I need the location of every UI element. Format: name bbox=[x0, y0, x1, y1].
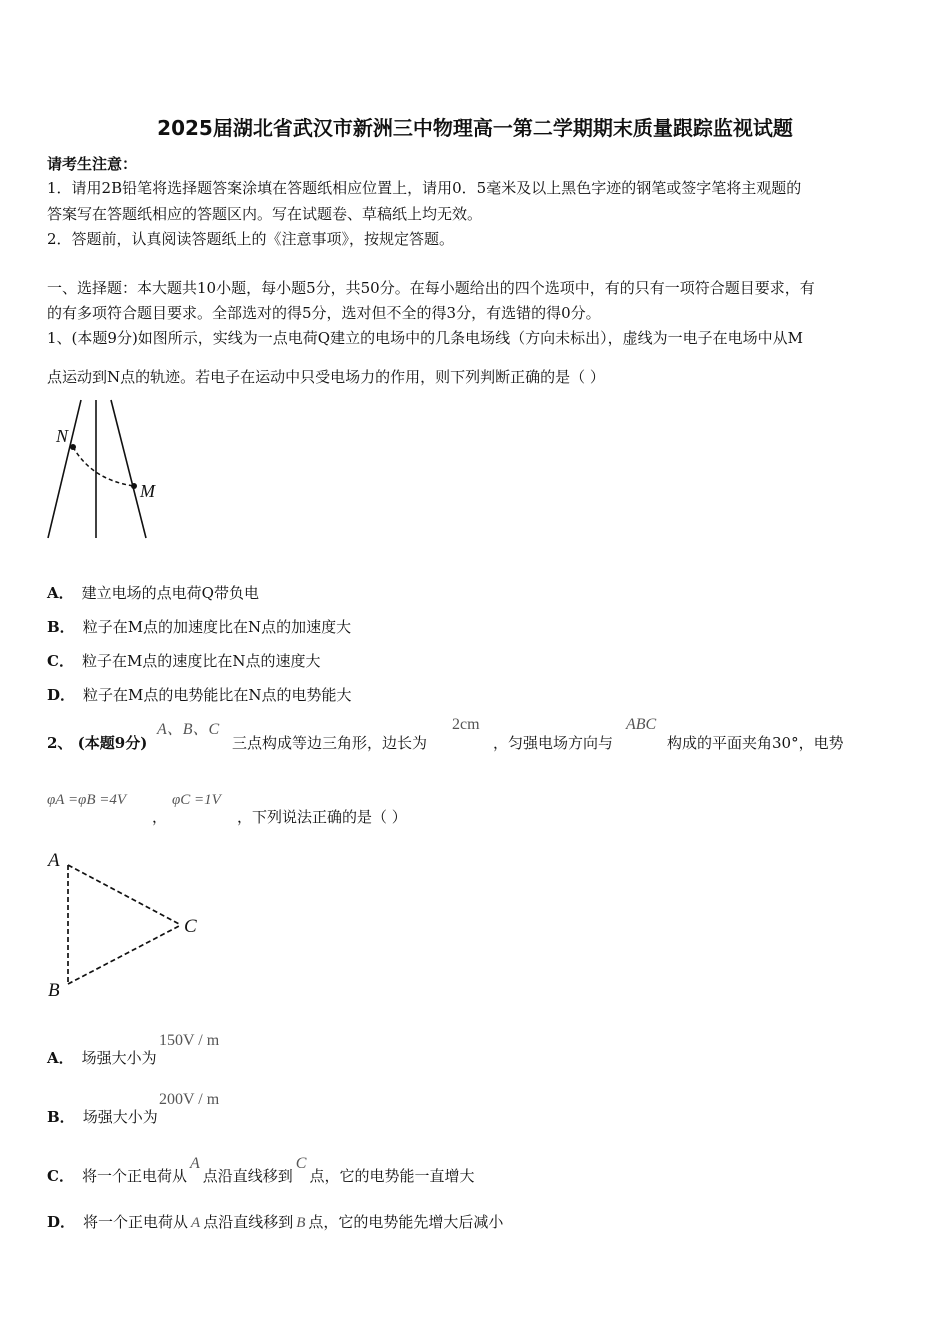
triangle-side-bc bbox=[68, 925, 181, 984]
vertex-a-label: A bbox=[48, 850, 60, 871]
question-1-stem-line-1: 1、(本题9分)如图所示，实线为一点电荷Q建立的电场中的几条电场线（方向未标出），虚线为一电子在电场中从M bbox=[47, 329, 803, 347]
vertex-c-label: C bbox=[184, 916, 197, 937]
question-1-stem-line-2: 点运动到N点的轨迹。若电子在运动中只受电场力的作用，则下列判断正确的是（ ） bbox=[47, 368, 605, 386]
question-2-potential-ab: φA =φB =4V bbox=[47, 792, 127, 808]
question-1-figure bbox=[40, 395, 180, 545]
question-2-text-4: ，下列说法正确的是（ ） bbox=[237, 808, 407, 826]
question-2-option-c[interactable]: C． 将一个正电荷从A点沿直线移到C点，它的电势能一直增大 bbox=[47, 1155, 475, 1185]
question-2-option-a[interactable]: A． 场强大小为 bbox=[47, 1049, 157, 1067]
question-2-points-abc: A、B、C bbox=[157, 721, 220, 738]
question-2-comma: ， bbox=[152, 808, 168, 826]
question-1-option-b[interactable]: B． 粒子在M点的加速度比在N点的加速度大 bbox=[47, 618, 352, 636]
vertex-b-label: B bbox=[48, 980, 60, 1001]
field-line-left bbox=[48, 400, 81, 538]
notice-heading: 请考生注意： bbox=[47, 155, 138, 173]
point-m-label: M bbox=[140, 481, 155, 501]
page-title: 2025届湖北省武汉市新洲三中物理高一第二学期期末质量跟踪监视试题 bbox=[157, 116, 793, 140]
question-1-option-d[interactable]: D． 粒子在M点的电势能比在N点的电势能大 bbox=[47, 686, 352, 704]
question-2-text-2: ，匀强电场方向与 bbox=[493, 734, 614, 752]
field-line-right bbox=[111, 400, 146, 538]
triangle-side-ac bbox=[68, 865, 181, 925]
question-2-figure bbox=[44, 848, 214, 1003]
point-n-label: N bbox=[56, 426, 69, 446]
point-n-dot bbox=[70, 444, 76, 450]
question-2-prefix: 2、 (本题9分) bbox=[47, 734, 148, 752]
question-2-potential-c: φC =1V bbox=[172, 792, 221, 808]
point-m-dot bbox=[131, 483, 137, 489]
question-2-plane-abc: ABC bbox=[626, 716, 657, 733]
notice-item-2: 2．答题前，认真阅读答题纸上的《注意事项》，按规定答题。 bbox=[47, 230, 455, 248]
question-1-option-a[interactable]: A． 建立电场的点电荷Q带负电 bbox=[47, 584, 259, 602]
section-1-instructions-line-1: 一、选择题：本大题共10小题，每小题5分，共50分。在每小题给出的四个选项中，有的只有一项符合题目要求，有 bbox=[47, 279, 815, 297]
question-2-option-d[interactable]: D． 将一个正电荷从 A 点沿直线移到 B 点，它的电势能先增大后减小 bbox=[47, 1213, 504, 1231]
section-1-instructions-line-2: 的有多项符合题目要求。全部选对的得5分，选对但不全的得3分，有选错的得0分。 bbox=[47, 304, 601, 322]
question-2-text-3: 构成的平面夹角30°，电势 bbox=[667, 734, 844, 752]
question-2-side-length: 2cm bbox=[452, 716, 480, 733]
question-2-option-b-value: 200V / m bbox=[159, 1091, 220, 1108]
notice-item-1-line-2: 答案写在答题纸相应的答题区内。写在试题卷、草稿纸上均无效。 bbox=[47, 205, 483, 223]
question-2-text-1: 三点构成等边三角形，边长为 bbox=[232, 734, 428, 752]
question-2-option-b[interactable]: B． 场强大小为 bbox=[47, 1108, 158, 1126]
notice-item-1-line-1: 1．请用2B铅笔将选择题答案涂填在答题纸相应位置上，请用0．5毫米及以上黑色字迹的钢笔或签字笔将主观题的 bbox=[47, 179, 802, 197]
question-1-option-c[interactable]: C． 粒子在M点的速度比在N点的速度大 bbox=[47, 652, 321, 670]
question-2-option-a-value: 150V / m bbox=[159, 1032, 220, 1049]
